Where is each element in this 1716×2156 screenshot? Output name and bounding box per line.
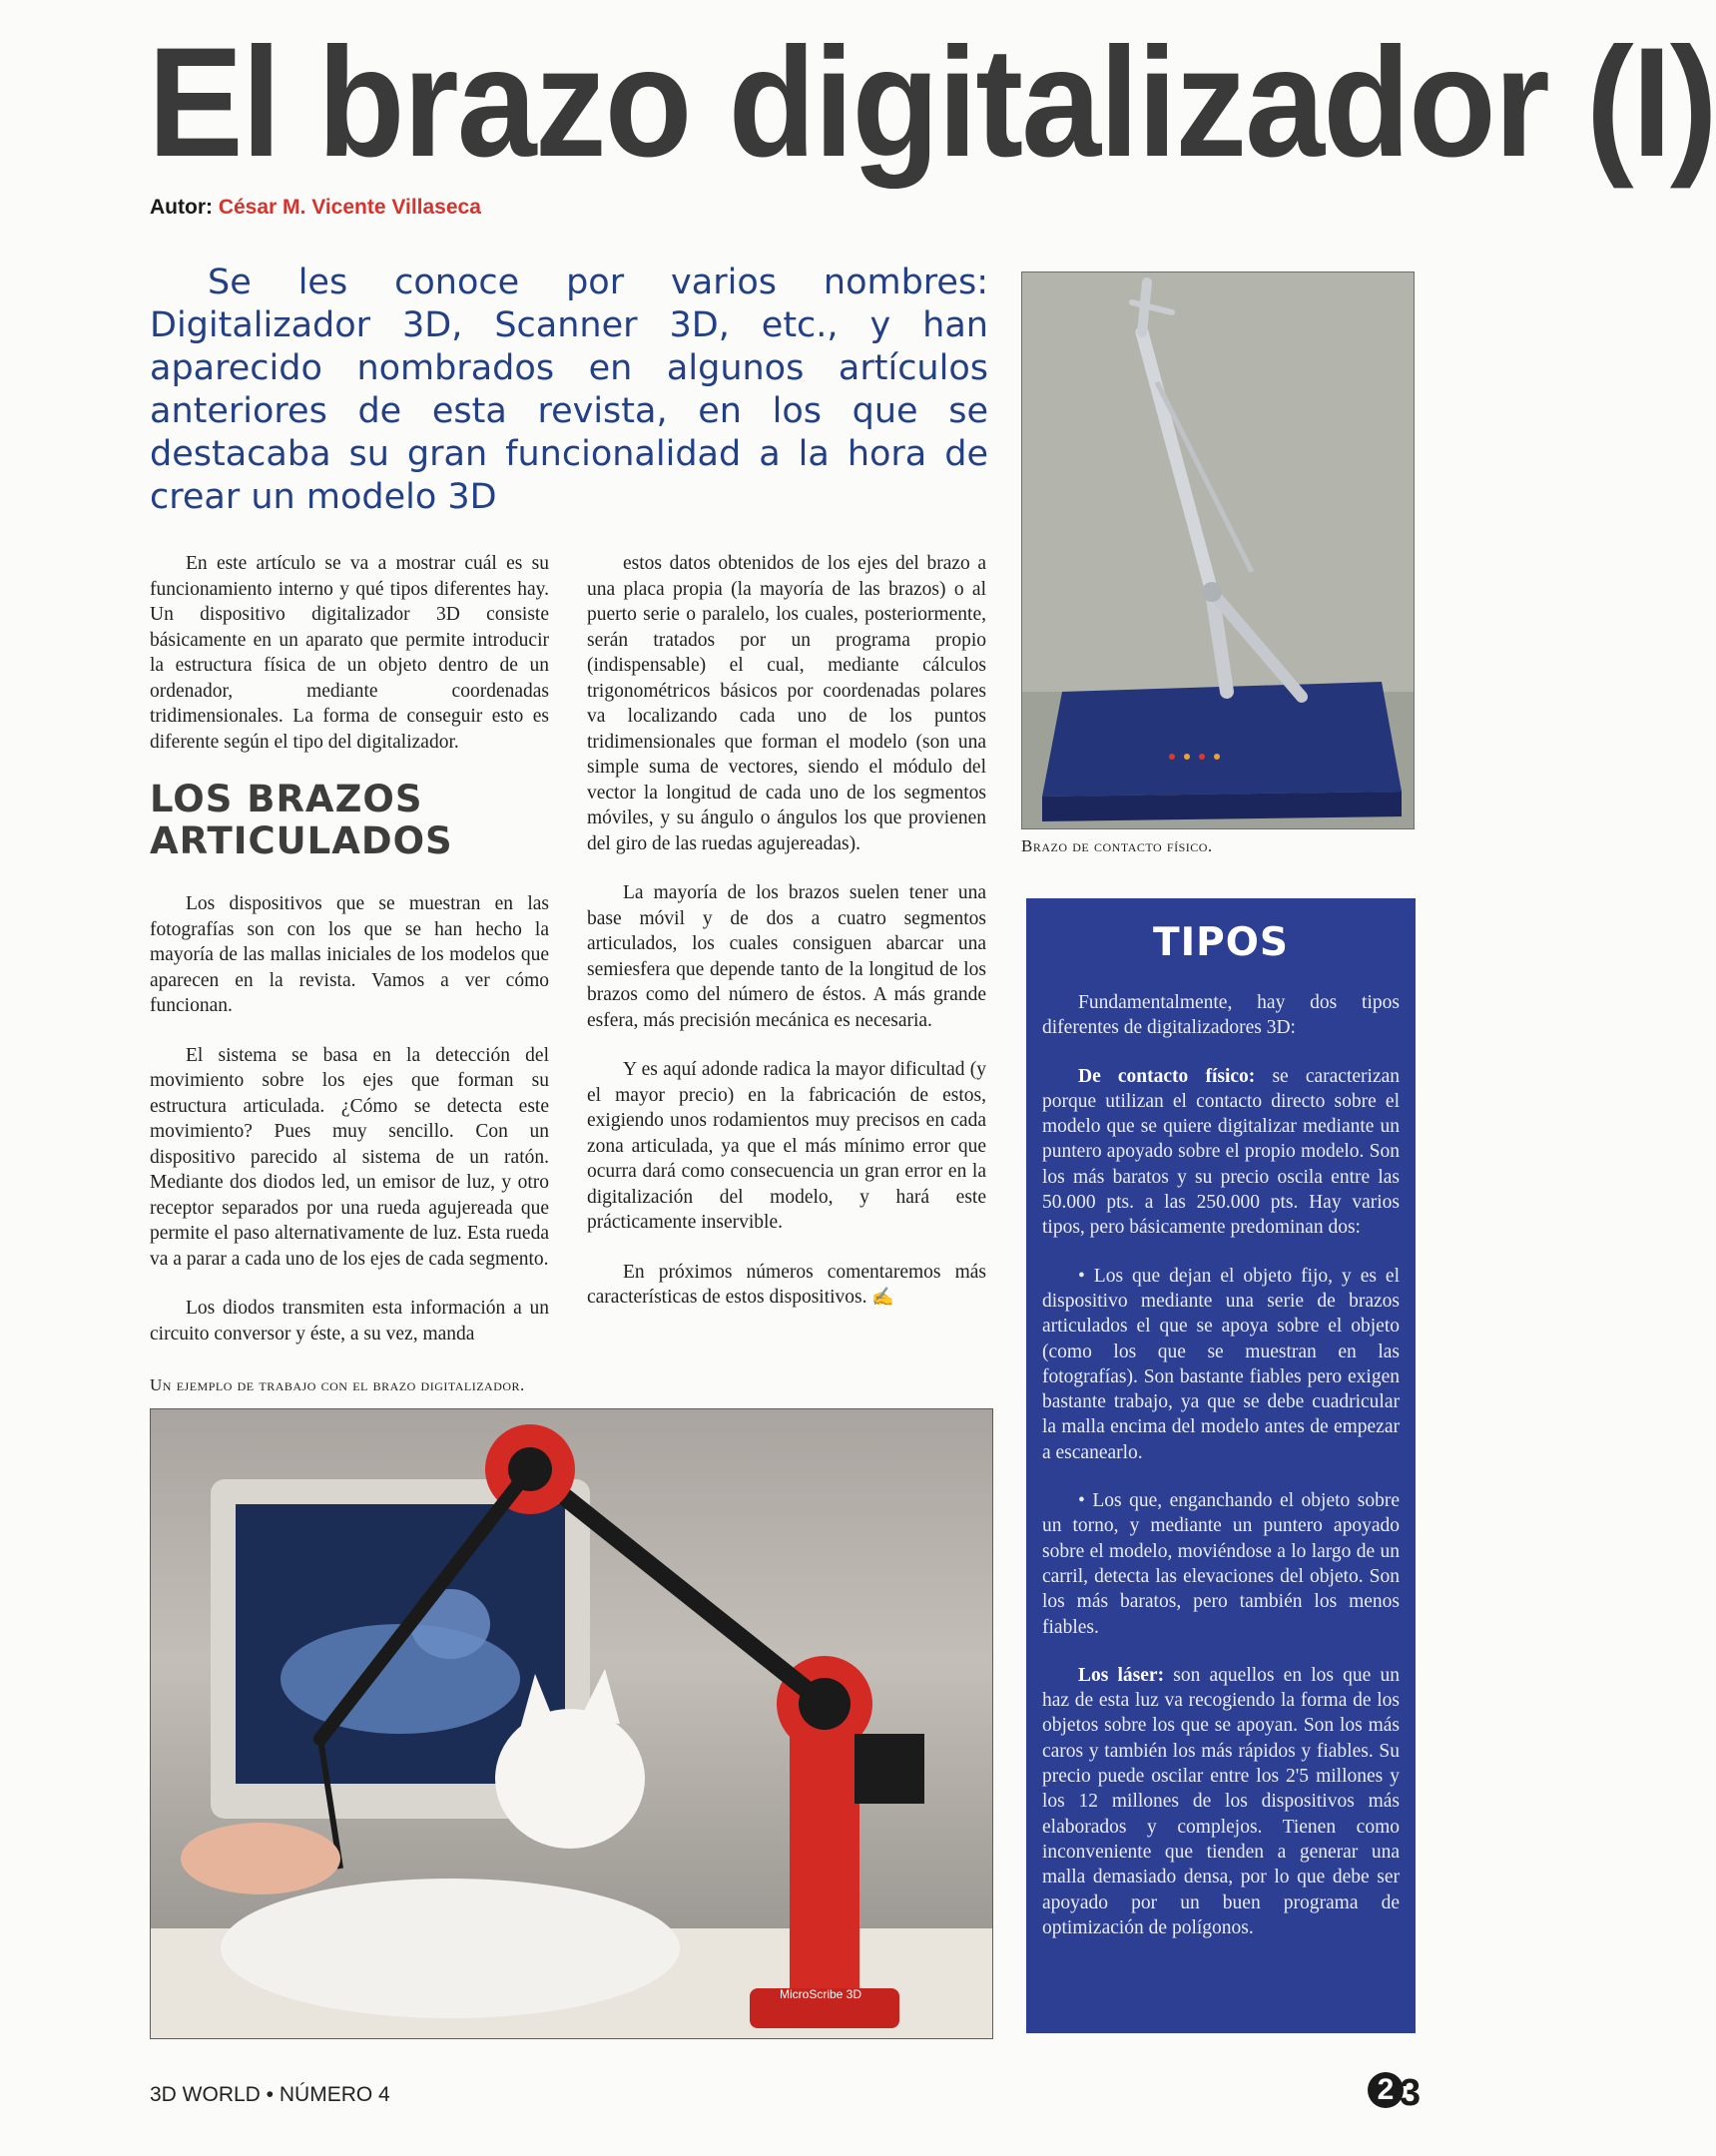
author-label: Autor: [150, 196, 213, 219]
sidebar-contact-paragraph [1042, 1064, 1400, 1241]
body-paragraph: Los diodos transmiten esta información a un circuito conversor y éste, a su vez, manda [150, 1298, 549, 1345]
body-paragraph [587, 1260, 986, 1311]
lead-paragraph: Se les conoce por varios nombres: Digitalizador 3D, Scanner 3D, etc., y han aparecido nombrados en algunos artículos anteriores de esta revista, en los que se destacaba su gran funcionalidad a la hora de crear un modelo 3D [150, 263, 988, 517]
contact-arm-illustration [1022, 272, 1414, 828]
section-heading-line-2: ARTICULADOS [150, 819, 453, 862]
author-name: César M. Vicente Villaseca [218, 196, 481, 219]
section-heading-line-1: LOS BRAZOS [150, 778, 423, 820]
body-paragraph: En este artículo se va a mostrar cuál es su funcionamiento interno y qué tipos diferentes hay. Un dispositivo digitalizador 3D consiste básicamente en un aparato que permite introducir la estructura física de un objeto dentro de un ordenador, mediante coordenadas tridimensionales. La forma de conseguir esto es diferente según el tipo del digitalizador. [150, 553, 549, 753]
caption-work-example: Un ejemplo de trabajo con el brazo digitalizador. [150, 1375, 525, 1394]
footer-magazine: 3D WORLD • NÚMERO 4 [150, 2083, 390, 2106]
body-paragraph: El sistema se basa en la detección del movimiento sobre los ejes que forman su estructura articulada. ¿Cómo se detecta este movimiento? Pues muy sencillo. Con un dispositivo parecido al sistema de un ratón. Mediante dos diodos led, un emisor de luz, y otro receptor separados por una rueda agujereada que permite el paso alternativamente de luz. Esta rueda va a parar a cada uno de los ejes de cada segmento. [150, 1044, 549, 1270]
body-paragraph: La mayoría de los brazos suelen tener una base móvil y de dos a cuatro segmentos articulados, los cuales consiguen abarcar una semiesfera que depende tanto de la longitud de los brazos como del número de éstos. A más grande esfera, más precisión mecánica es necesaria. [587, 882, 986, 1031]
caption-contact-arm: Brazo de contacto físico. [1021, 836, 1213, 855]
article-title: El brazo digitalizador (I) [148, 16, 1716, 190]
page-number [1368, 2072, 1421, 2115]
contact-arm-photo [1021, 271, 1415, 829]
section-heading [150, 779, 549, 862]
column-1-intro [150, 551, 549, 779]
sidebar-heading: TIPOS [1153, 920, 1289, 965]
laser-term: Los láser: [1078, 1664, 1165, 1686]
contact-text: se caracterizan porque utilizan el contacto directo sobre el modelo que se quiere digitalizar mediante un puntero apoyado sobre el propio modelo. Son los más baratos y su precio oscila entre las 50.000 pts. a las 250.000 pts. Hay varios tipos, pero básicamente predominan dos: [1042, 1065, 1401, 1239]
body-paragraph: estos datos obtenidos de los ejes del brazo a una placa propia (la mayoría de las brazos) o al puerto serie o paralelo, los cuales, posteriormente, serán tratados por un programa propio (indispensable) el cual, mediante cálculos trigonométricos básicos por coordenadas polares va localizando cada uno de los puntos tridimensionales que forman el modelo (son una simple suma de vectores, siendo el módulo del vector la longitud de cada uno de los segmentos móviles, y su ángulo o ángulos los que provienen del giro de las ruedas agujereadas). [587, 553, 986, 854]
photo-brand-label: MicroScribe 3D [780, 1987, 862, 2001]
sidebar-bullet-1: • Los que dejan el objeto fijo, y es el dispositivo mediante una serie de brazos articulados el que se apoya sobre el objeto (como los que se muestran en las fotografías). Son bastante fiables pero exigen bastante trabajo, ya que se debe cuadricular la malla encima del modelo antes de empezar a escanearlo. [1042, 1265, 1400, 1463]
sidebar-bullet-2: • Los que, enganchando el objeto sobre un torno, y mediante un puntero apoyado sobre el modelo, moviéndose a lo largo de un carril, detecta las elevaciones del objeto. Son los más baratos, pero también los menos fiables. [1042, 1490, 1400, 1638]
column-1-body [150, 891, 549, 1370]
types-sidebar [1026, 898, 1416, 2033]
author-line [150, 196, 481, 220]
page-number-rest: 3 [1400, 2072, 1422, 2114]
end-mark-icon: ✍ [871, 1287, 894, 1307]
sidebar-intro: Fundamentalmente, hay dos tipos diferentes de digitalizadores 3D: [1042, 992, 1400, 1039]
digitizer-arm-illustration [151, 1409, 992, 2038]
page-number-circle: 2 [1368, 2072, 1404, 2108]
laser-text: son aquellos en los que un haz de esta luz va recogiendo la forma de los objetos sobre los que se apoyan. Son los más caros y también los más rápidos y fiables. Su precio puede oscilar entre los 2'5 millones y los 12 millones de los dispositivos más elaborados y complejos. Tienen como inconveniente que tienden a generar una malla demasiado densa, por lo que debe ser apoyado por un buen programa de optimización de polígonos. [1042, 1664, 1400, 1938]
closing-text: En próximos números comentaremos más características de estos dispositivos. [587, 1261, 986, 1308]
column-2-body [587, 551, 986, 1335]
sidebar-laser-paragraph [1042, 1663, 1400, 1940]
body-paragraph: Los dispositivos que se muestran en las fotografías son con los que se han hecho la mayoría de las mallas iniciales de los modelos que aparecen en la revista. Vamos a ver cómo funcionan. [150, 893, 549, 1016]
contact-term: De contacto físico: [1078, 1065, 1256, 1087]
body-paragraph: Y es aquí adonde radica la mayor dificultad (y el mayor precio) en la fabricación de estos, exigiendo unos rodamientos muy precisos en cada zona articulada, ya que el más mínimo error que ocurra dará como consecuencia un gran error en la digitalización del modelo, y hará este prácticamente inservible. [587, 1059, 986, 1233]
digitizer-arm-photo [150, 1408, 993, 2039]
sidebar-body [1042, 990, 1400, 1963]
